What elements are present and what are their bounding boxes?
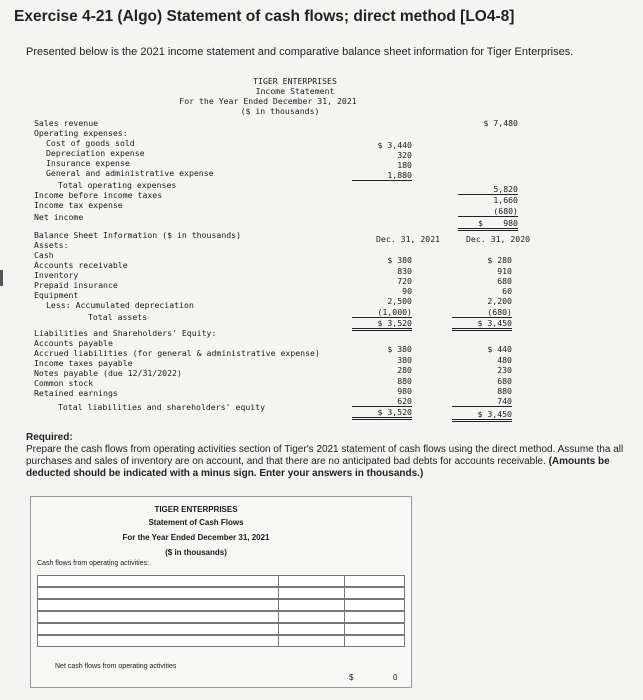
- total-le-label: Total liabilities and shareholders' equity: [58, 402, 266, 412]
- form-company: TIGER ENTERPRISES: [154, 505, 238, 514]
- liability-label: Retained earnings: [34, 388, 118, 398]
- asset-value-2020: 680: [497, 276, 512, 286]
- cash-flow-form: [30, 496, 412, 688]
- total-assets-2020: $ 3,450: [452, 318, 512, 331]
- form-row[interactable]: [37, 635, 405, 647]
- asset-label: Accounts receivable: [34, 260, 128, 270]
- form-net-label: Net cash flows from operating activities: [55, 663, 177, 670]
- expense-label: Insurance expense: [46, 158, 130, 168]
- total-assets-label: Total assets: [88, 312, 148, 322]
- form-row[interactable]: [37, 587, 405, 599]
- total-assets-2021: $ 3,520: [352, 318, 412, 331]
- liability-label: Income taxes payable: [34, 358, 133, 368]
- total-le-2020: $ 3,450: [452, 409, 512, 422]
- asset-label: Equipment: [34, 290, 79, 300]
- expense-value: $ 3,440: [377, 140, 412, 150]
- asset-value-2020: 60: [502, 286, 512, 296]
- liability-value-2020: 480: [497, 355, 512, 365]
- asset-label: Less: Accumulated depreciation: [46, 300, 194, 310]
- ibt-label: Income before income taxes: [34, 190, 163, 200]
- is-company: TIGER ENTERPRISES: [253, 76, 337, 86]
- expense-label: Cost of goods sold: [46, 138, 135, 148]
- asset-value-2021: (1,000): [352, 307, 412, 318]
- form-units: ($ in thousands): [165, 548, 227, 557]
- asset-value-2020: 910: [497, 266, 512, 276]
- asset-value-2021: 2,500: [387, 296, 412, 306]
- asset-value-2021: 830: [397, 266, 412, 276]
- liability-value-2021: 880: [397, 376, 412, 386]
- asset-label: Cash: [34, 250, 54, 260]
- expense-value: 180: [397, 160, 412, 170]
- required-section: [26, 432, 641, 480]
- exercise-title: Exercise 4-21 (Algo) Statement of cash flows; direct method [LO4-8]: [14, 8, 515, 25]
- expense-value: 1,880: [352, 170, 412, 181]
- required-bold-text: (Amounts be deducted should be indicated with a minus sign. Enter your answers in thousands.): [26, 456, 610, 479]
- is-period: For the Year Ended December 31, 2021: [179, 96, 357, 106]
- liability-value-2021: 380: [397, 355, 412, 365]
- ibt-value: 1,660: [493, 195, 518, 205]
- liability-value-2021: 980: [397, 386, 412, 396]
- form-row[interactable]: [37, 623, 405, 635]
- liability-label: Common stock: [34, 378, 94, 388]
- asset-value-2021: $ 380: [387, 255, 412, 265]
- assets-label: Assets:: [34, 240, 69, 250]
- ni-label: Net income: [34, 212, 84, 222]
- liability-value-2020: 740: [452, 396, 512, 407]
- intro-text: Presented below is the 2021 income statement and comparative balance sheet information for Tiger Enterprises.: [26, 46, 574, 58]
- asset-label: Prepaid insurance: [34, 280, 118, 290]
- opex-label: Operating expenses:: [34, 128, 128, 138]
- tax-label: Income tax expense: [34, 200, 123, 210]
- page-edge-marker: [0, 270, 3, 286]
- asset-value-2021: 720: [397, 276, 412, 286]
- liability-label: Accrued liabilities (for general & administrative expense): [34, 348, 320, 358]
- tax-value: (680): [458, 206, 518, 217]
- liability-label: Notes payable (due 12/31/2022): [34, 368, 182, 378]
- asset-value-2021: 90: [402, 286, 412, 296]
- liability-value-2021: 280: [397, 365, 412, 375]
- asset-value-2020: $ 280: [487, 255, 512, 265]
- form-period: For the Year Ended December 31, 2021: [122, 533, 270, 542]
- bs-col1: Dec. 31, 2021: [376, 234, 441, 244]
- sales-value: $ 7,480: [483, 118, 518, 128]
- form-row[interactable]: [37, 575, 405, 587]
- expense-value: 320: [397, 150, 412, 160]
- liability-value-2020: 680: [497, 376, 512, 386]
- bs-col2: Dec. 31, 2020: [466, 234, 531, 244]
- required-text: Prepare the cash flows from operating activities section of Tiger's 2021 statement of cash flows using the direct method. Assume tha all purchases and sales of inventory are on account, and that there are no anticipated bad debts for accounts receivable.: [26, 444, 624, 467]
- form-net-dollar: $: [349, 673, 354, 682]
- form-section-label: Cash flows from operating activities:: [37, 560, 150, 567]
- liability-value-2020: 230: [497, 365, 512, 375]
- asset-value-2020: 2,200: [487, 296, 512, 306]
- liability-value-2020: 880: [497, 386, 512, 396]
- expense-label: General and administrative expense: [46, 168, 214, 178]
- liab-label: Liabilities and Shareholders' Equity:: [34, 328, 217, 338]
- expense-label: Depreciation expense: [46, 148, 145, 158]
- asset-label: Inventory: [34, 270, 79, 280]
- is-units: ($ in thousands): [240, 106, 320, 116]
- form-row[interactable]: [37, 611, 405, 623]
- is-name: Income Statement: [255, 86, 335, 96]
- ni-value: 980: [458, 218, 518, 231]
- liability-label: Accounts payable: [34, 338, 113, 348]
- bs-header: Balance Sheet Information ($ in thousands): [34, 230, 242, 240]
- liability-value-2020: $ 440: [487, 344, 512, 354]
- form-name: Statement of Cash Flows: [148, 518, 244, 527]
- total-le-2021: $ 3,520: [352, 407, 412, 420]
- form-row[interactable]: [37, 599, 405, 611]
- liability-value-2021: 620: [352, 396, 412, 407]
- total-opex-label: Total operating expenses: [58, 180, 177, 190]
- asset-value-2020: (680): [452, 307, 512, 318]
- total-opex-value: 5,820: [458, 184, 518, 195]
- ni-dollar: $: [478, 218, 483, 228]
- required-title: Required:: [26, 432, 73, 443]
- liability-value-2021: $ 380: [387, 344, 412, 354]
- form-net-value[interactable]: 0: [393, 673, 398, 682]
- sales-label: Sales revenue: [34, 118, 99, 128]
